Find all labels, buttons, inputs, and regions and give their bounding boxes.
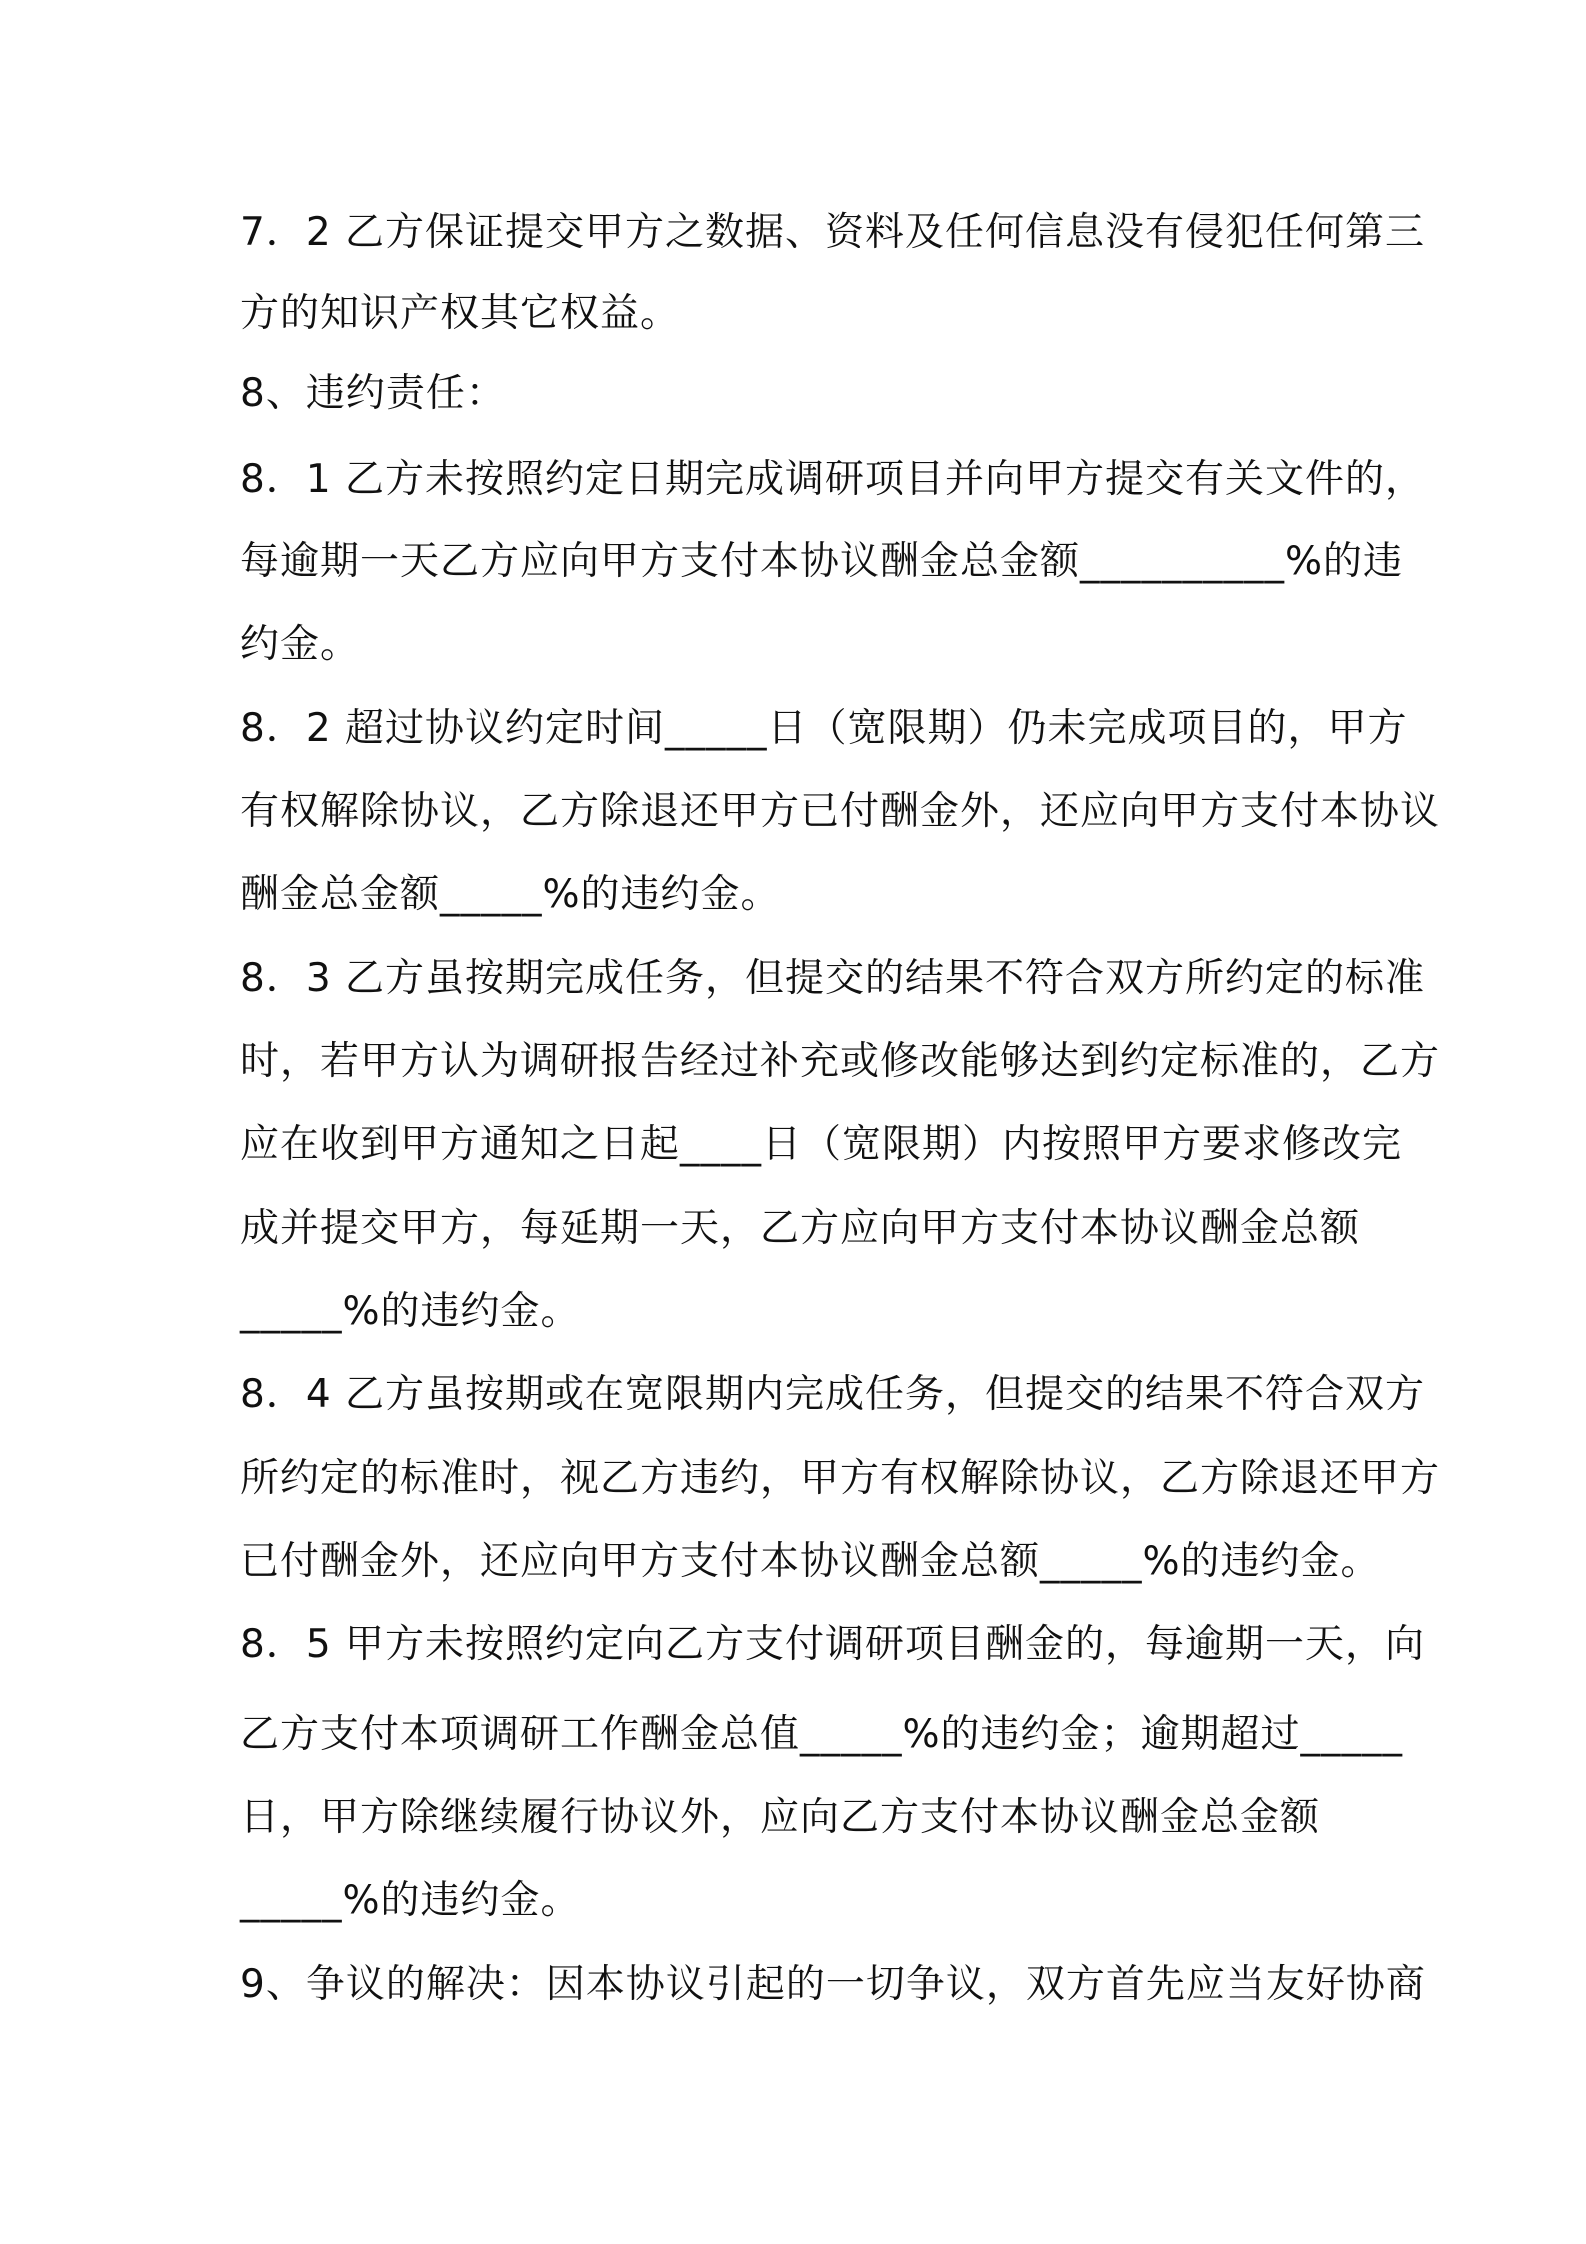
text-line: 应在收到甲方通知之日起____日（宽限期）内按照甲方要求修改完 [240, 1122, 1403, 1167]
text-line: 8．4 乙方虽按期或在宽限期内完成任务，但提交的结果不符合双方 [240, 1372, 1426, 1417]
text-line: 已付酬金外，还应向甲方支付本协议酬金总额_____%的违约金。 [240, 1539, 1381, 1584]
text-line: 每逾期一天乙方应向甲方支付本协议酬金总金额__________%的违 [240, 539, 1404, 584]
text-line: 8．5 甲方未按照约定向乙方支付调研项目酬金的，每逾期一天，向 [240, 1622, 1426, 1667]
text-line: 8．2 超过协议约定时间_____日（宽限期）仍未完成项目的，甲方 [240, 706, 1408, 751]
text-line: 成并提交甲方，每延期一天，乙方应向甲方支付本协议酬金总额 [240, 1206, 1361, 1251]
text-line: 8．1 乙方未按照约定日期完成调研项目并向甲方提交有关文件的， [240, 457, 1426, 502]
text-line: 时，若甲方认为调研报告经过补充或修改能够达到约定标准的，乙方 [240, 1039, 1441, 1084]
text-line: 酬金总金额_____%的违约金。 [240, 872, 781, 917]
section-heading: 9、争议的解决：因本协议引起的一切争议，双方首先应当友好协商 [240, 1962, 1426, 2007]
text-line: _____%的违约金。 [240, 1878, 581, 1923]
section-heading: 8、违约责任： [240, 371, 506, 416]
text-line: 方的知识产权其它权益。 [240, 291, 681, 336]
text-line: 7．2 乙方保证提交甲方之数据、资料及任何信息没有侵犯任何第三 [240, 210, 1426, 255]
text-line: 乙方支付本项调研工作酬金总值_____%的违约金；逾期超过_____ [240, 1712, 1404, 1757]
text-line: 日，甲方除继续履行协议外，应向乙方支付本协议酬金总金额 [240, 1795, 1321, 1840]
text-line: 有权解除协议，乙方除退还甲方已付酬金外，还应向甲方支付本协议 [240, 789, 1441, 834]
text-line: 约金。 [240, 622, 361, 667]
text-line: 所约定的标准时，视乙方违约，甲方有权解除协议，乙方除退还甲方 [240, 1456, 1441, 1501]
text-line: 8．3 乙方虽按期完成任务，但提交的结果不符合双方所约定的标准 [240, 956, 1426, 1001]
text-line: _____%的违约金。 [240, 1289, 581, 1334]
